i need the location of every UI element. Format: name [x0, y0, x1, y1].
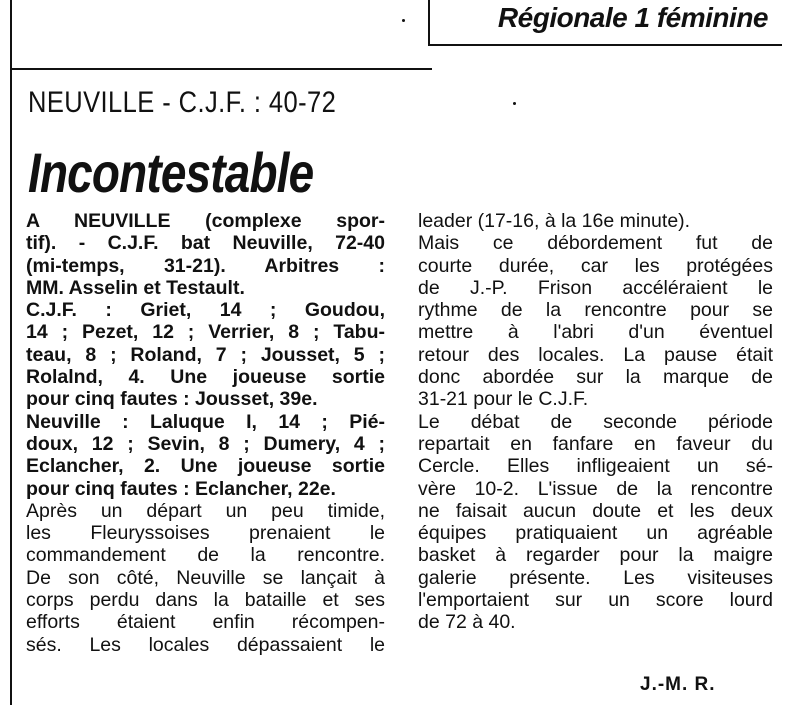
- text-line: rythme de la rencontre pour se: [418, 299, 773, 322]
- text-line: Le débat de seconde période: [418, 410, 773, 433]
- text-line: mettre à l'abri d'un éventuel: [418, 321, 773, 344]
- text-line: 31-21 pour le C.J.F.: [418, 388, 589, 411]
- text-line: l'emportaient sur un score lourd: [418, 589, 773, 612]
- text-line: 14 ; Pezet, 12 ; Verrier, 8 ; Tabu-: [26, 321, 385, 344]
- text-line: corps perdu dans la bataille et ses: [26, 589, 385, 612]
- text-line: MM. Asselin et Testault.: [26, 276, 245, 299]
- text-line: pour cinq fautes : Jousset, 39e.: [26, 388, 318, 411]
- text-line: sés. Les locales dépassaient le: [26, 633, 385, 656]
- section-title: Régionale 1 féminine: [497, 2, 768, 33]
- article-subhead: NEUVILLE - C.J.F. : 40-72: [28, 86, 337, 119]
- text-line: (mi-temps, 31-21). Arbitres :: [26, 254, 385, 277]
- text-line: teau, 8 ; Roland, 7 ; Jousset, 5 ;: [26, 343, 385, 366]
- text-line: galerie présente. Les visiteuses: [418, 566, 773, 589]
- headline-rule: [12, 68, 432, 70]
- text-line: de J.-P. Frison accéléraient le: [418, 276, 773, 299]
- text-line: Eclancher, 2. Une joueuse sortie: [26, 455, 385, 478]
- text-line: leader (17-16, à la 16e minute).: [418, 210, 691, 232]
- text-line: efforts étaient enfin récompen-: [26, 611, 385, 634]
- article-headline: Incontestable: [28, 141, 314, 204]
- text-line: commandement de la rencontre.: [26, 544, 385, 567]
- text-line: repartait en fanfare en faveur du: [418, 432, 773, 455]
- article-column-1: [26, 210, 385, 656]
- section-header: [428, 0, 782, 46]
- text-line: basket à regarder pour la maigre: [418, 544, 773, 567]
- text-line: doux, 12 ; Sevin, 8 ; Dumery, 4 ;: [26, 432, 385, 455]
- article-column-2: [418, 210, 773, 634]
- column-rule: [10, 0, 12, 705]
- text-line: pour cinq fautes : Eclancher, 22e.: [26, 477, 336, 500]
- text-line: Rolalnd, 4. Une joueuse sortie: [26, 366, 385, 389]
- text-line: ne faisait aucun doute et les deux: [418, 499, 773, 522]
- text-line: Neuville : Laluque I, 14 ; Pié-: [26, 410, 385, 433]
- text-line: Après un départ un peu timide,: [26, 499, 385, 522]
- print-speck: [513, 102, 516, 105]
- article-signature: J.-M. R.: [640, 674, 716, 695]
- text-line: de 72 à 40.: [418, 611, 516, 634]
- text-line: courte durée, car les protégées: [418, 254, 773, 277]
- text-line: De son côté, Neuville se lançait à: [26, 566, 385, 589]
- text-line: équipes pratiquaient un agréable: [418, 522, 773, 545]
- text-line: C.J.F. : Griet, 14 ; Goudou,: [26, 299, 385, 322]
- text-line: donc abordée sur la marque de: [418, 366, 773, 389]
- text-line: retour des locales. La pause était: [418, 343, 773, 366]
- text-line: A NEUVILLE (complexe spor-: [26, 210, 385, 232]
- text-line: les Fleuryssoises prenaient le: [26, 522, 385, 545]
- text-line: vère 10-2. L'issue de la rencontre: [418, 477, 773, 500]
- text-line: tif). - C.J.F. bat Neuville, 72-40: [26, 232, 385, 255]
- text-line: Mais ce débordement fut de: [418, 232, 773, 255]
- text-line: Cercle. Elles infligeaient un sé-: [418, 455, 773, 478]
- print-speck: [402, 19, 405, 22]
